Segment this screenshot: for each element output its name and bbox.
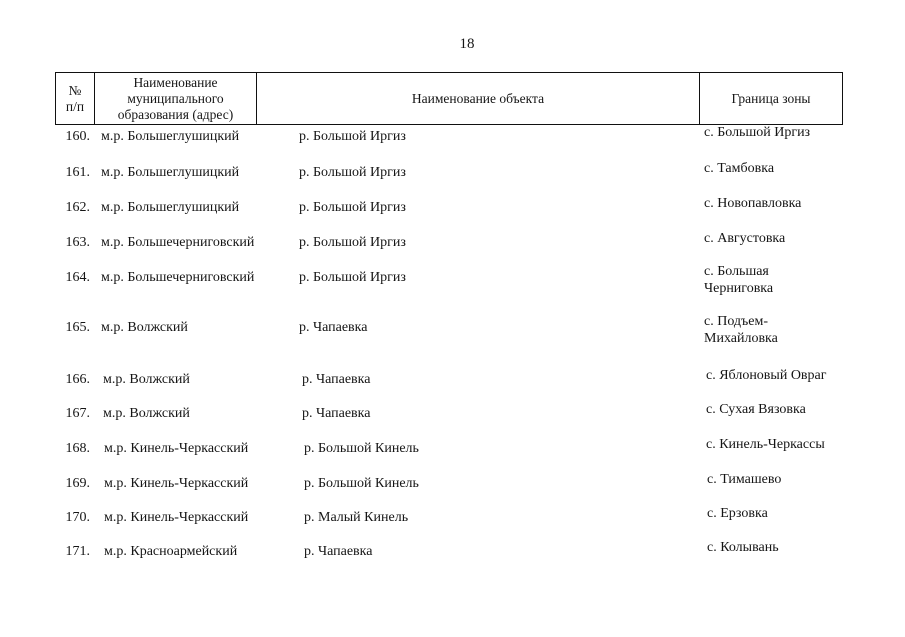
- row-zone: с. Новопавловка: [704, 196, 802, 211]
- row-municipality: м.р. Волжский: [103, 406, 190, 421]
- table-row: [0, 540, 905, 583]
- header-municipality: [94, 73, 256, 124]
- row-municipality: м.р. Красноармейский: [104, 544, 238, 559]
- row-object: р. Большой Иргиз: [299, 270, 406, 285]
- header-object: [256, 73, 699, 124]
- row-number: 168.: [65, 441, 90, 456]
- row-number: 163.: [65, 235, 90, 250]
- row-municipality: м.р. Большеглушицкий: [101, 129, 240, 144]
- row-zone: с. Большой Иргиз: [704, 125, 811, 140]
- row-zone: с. Кинель-Черкассы: [706, 437, 825, 452]
- row-number: 162.: [65, 200, 90, 215]
- row-zone: с. Подъем-Михайловка: [704, 314, 778, 346]
- row-zone: с. Тимашево: [707, 472, 782, 487]
- table-header: [55, 72, 843, 125]
- row-zone: с. Яблоновый Овраг: [706, 368, 827, 383]
- row-number: 170.: [65, 510, 90, 525]
- row-number: 164.: [65, 270, 90, 285]
- row-zone: с. Тамбовка: [704, 161, 775, 176]
- row-object: р. Чапаевка: [299, 320, 368, 335]
- page-number: 18: [459, 36, 475, 52]
- row-number: 166.: [65, 372, 90, 387]
- row-number: 171.: [65, 544, 90, 559]
- header-municipality-line: образования (адрес): [117, 106, 234, 122]
- row-municipality: м.р. Кинель-Черкасский: [104, 476, 249, 491]
- row-municipality: м.р. Большечерниговский: [101, 235, 255, 250]
- row-object: р. Чапаевка: [302, 372, 371, 387]
- header-object-label: Наименование объекта: [411, 90, 545, 106]
- row-municipality: м.р. Кинель-Черкасский: [104, 510, 249, 525]
- row-object: р. Большой Иргиз: [299, 200, 406, 215]
- row-zone: с. Большая Черниговка: [704, 264, 774, 296]
- row-municipality: м.р. Кинель-Черкасский: [104, 441, 249, 456]
- row-number: 167.: [65, 406, 90, 421]
- row-object: р. Большой Иргиз: [299, 129, 406, 144]
- header-zone-label: Граница зоны: [731, 90, 811, 106]
- row-object: р. Большой Кинель: [304, 441, 419, 456]
- row-municipality: м.р. Большечерниговский: [101, 270, 255, 285]
- header-number: [56, 73, 94, 124]
- row-object: р. Чапаевка: [302, 406, 371, 421]
- row-zone: с. Колывань: [707, 540, 779, 555]
- row-municipality: м.р. Волжский: [103, 372, 190, 387]
- row-number: 169.: [65, 476, 90, 491]
- row-object: р. Большой Кинель: [304, 476, 419, 491]
- row-zone: с. Сухая Вязовка: [706, 402, 806, 417]
- header-zone: [699, 73, 842, 124]
- header-number-line: п/п: [65, 98, 85, 114]
- row-zone: с. Августовка: [704, 231, 786, 246]
- header-number-line: №: [68, 82, 82, 98]
- table-row: [0, 314, 905, 359]
- row-zone: с. Ерзовка: [707, 506, 768, 521]
- row-number: 160.: [65, 129, 90, 144]
- header-municipality-line: муниципального: [127, 90, 224, 106]
- row-municipality: м.р. Большеглушицкий: [101, 165, 240, 180]
- row-object: р. Малый Кинель: [304, 510, 409, 525]
- row-number: 165.: [65, 320, 90, 335]
- row-object: р. Большой Иргиз: [299, 165, 406, 180]
- row-municipality: м.р. Большеглушицкий: [101, 200, 240, 215]
- row-object: р. Чапаевка: [304, 544, 373, 559]
- table-row: [0, 264, 905, 309]
- header-municipality-line: Наименование: [133, 74, 218, 90]
- row-object: р. Большой Иргиз: [299, 235, 406, 250]
- row-municipality: м.р. Волжский: [101, 320, 188, 335]
- row-number: 161.: [65, 165, 90, 180]
